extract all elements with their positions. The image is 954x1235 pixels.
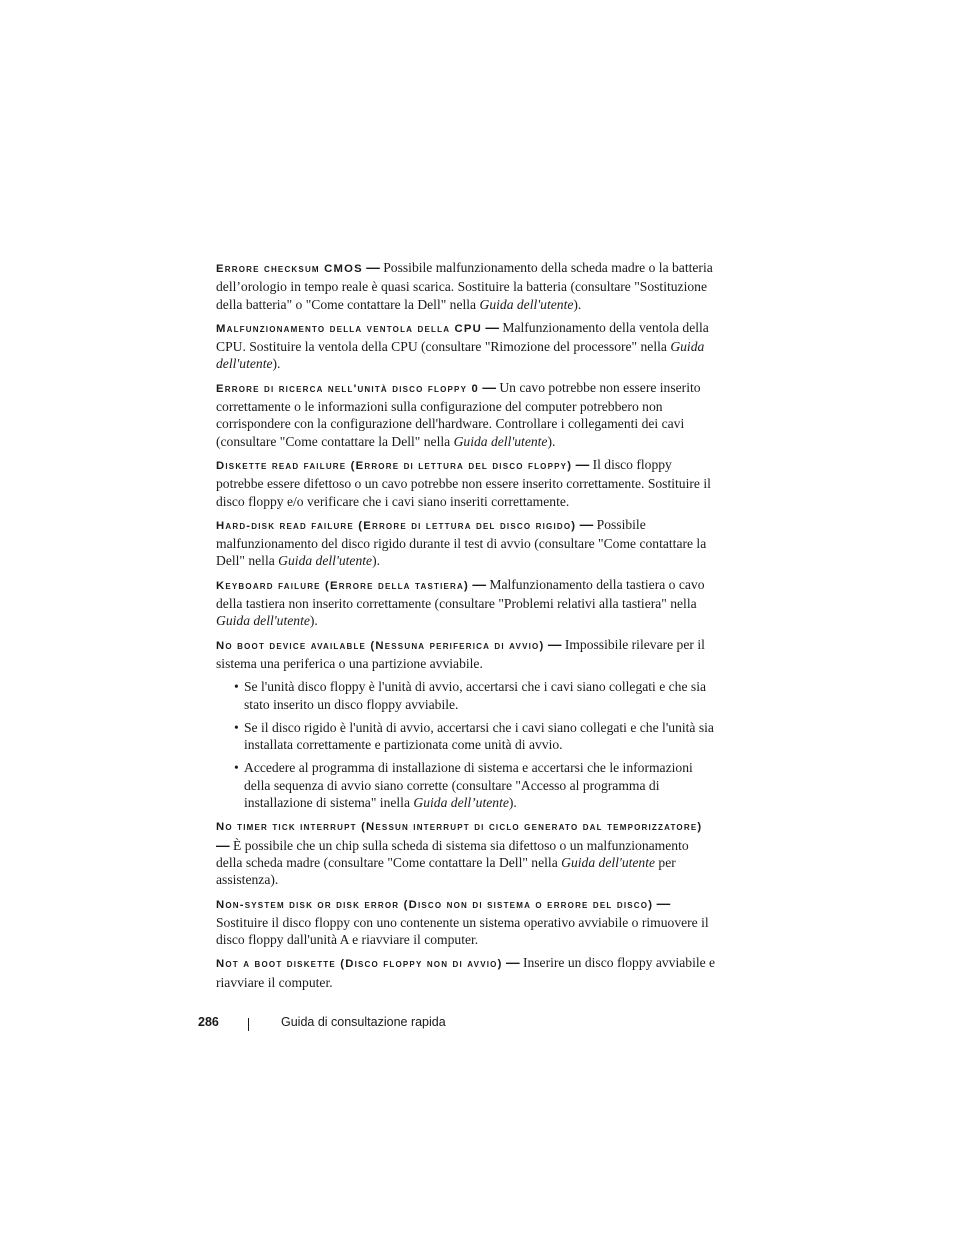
entry-text: Impossibile rilevare per il sistema una periferica o una partizione avviabile. xyxy=(216,636,705,671)
entry-heading: Errore di ricerca nell'unità disco floppy 0 xyxy=(216,382,479,395)
entry-text-end: per assistenza). xyxy=(216,854,676,888)
footer-title: Guida di consultazione rapida xyxy=(281,1015,446,1029)
error-entry-cmos xyxy=(216,259,716,313)
entry-heading: Not a boot diskette (Disco floppy non di avvio) xyxy=(216,958,503,971)
bullet-icon: • xyxy=(234,679,239,695)
em-dash: — xyxy=(579,516,594,532)
entry-italic: Guida dell'utente xyxy=(216,339,705,372)
em-dash: — xyxy=(216,837,230,853)
entry-italic: Guida dell'utente xyxy=(278,553,373,569)
list-item-text: Accedere al programma di installazione di sistema e accertarsi che le informazioni della sequenza di avvio siano corrette (consultare "Accesso al programma di installazione di sistema" inella xyxy=(244,760,693,811)
entry-text-end: ). xyxy=(372,553,380,569)
entry-text: Un cavo potrebbe non essere inserito correttamente o le informazioni sulla configurazione del computer potrebbero non corrispondere con la configurazione dell'hardware. Controllare i collegamenti dei cavi (consultare "Come contattare la Dell" nella xyxy=(216,379,701,449)
entry-text-end: ). xyxy=(272,356,281,372)
entry-italic: Guida dell'utente xyxy=(561,854,656,870)
error-entry-keyboard xyxy=(216,576,716,630)
entry-text: Malfunzionamento della tastiera o cavo della tastiera non inserito correttamente (consultare "Problemi relativi alla tastiera" nella xyxy=(216,576,705,612)
em-dash: — xyxy=(547,636,562,652)
list-item-text-end: ). xyxy=(508,795,517,811)
error-entry-non-system-disk xyxy=(216,895,716,949)
entry-text: Inserire un disco floppy avviabile e riavviare il computer. xyxy=(216,955,716,990)
entry-heading: Errore checksum CMOS xyxy=(216,263,363,275)
entry-text: Malfunzionamento della ventola della CPU. Sostituire la ventola della CPU (consultare "Rimozione del processore" nella xyxy=(216,319,709,355)
list-item xyxy=(216,719,716,754)
bullet-list xyxy=(216,678,716,811)
error-entry-diskette-read xyxy=(216,456,716,510)
error-entry-timer-tick xyxy=(216,817,716,888)
em-dash: — xyxy=(575,456,590,472)
error-entry-no-boot-device xyxy=(216,636,716,673)
list-item xyxy=(216,759,716,811)
em-dash: — xyxy=(366,260,380,275)
entry-text-end: ). xyxy=(547,433,556,449)
entry-italic: Guida dell'utente xyxy=(479,296,574,312)
entry-text: Sostituire il disco floppy con uno contenente un sistema operativo avviabile o rimuovere il disco floppy dall'unità A e riavviare il computer. xyxy=(216,914,709,948)
list-item-text: Se il disco rigido è l'unità di avvio, accertarsi che i cavi siano collegati e che l'unità sia installata correttamente e partizionata come unità di avvio. xyxy=(244,719,714,753)
entry-heading: Non-system disk or disk error (Disco non di sistema o errore del disco) xyxy=(216,898,654,911)
entry-heading: Malfunzionamento della ventola della CPU xyxy=(216,322,482,335)
entry-text: Il disco floppy potrebbe essere difettoso o un cavo potrebbe non essere inserito correttamente. Sostituire il disco floppy e/o verificare che i cavi siano inseriti correttamente. xyxy=(216,456,711,509)
main-content xyxy=(216,259,716,997)
bullet-icon: • xyxy=(234,760,239,776)
em-dash: — xyxy=(485,319,499,335)
error-entry-cpu-fan xyxy=(216,319,716,373)
error-entry-hard-disk-read xyxy=(216,516,716,570)
list-item-italic: Guida dell’utente xyxy=(413,795,509,811)
entry-text-end: ). xyxy=(309,613,318,629)
entry-heading: No boot device available (Nessuna periferica di avvio) xyxy=(216,639,545,652)
entry-italic: Guida dell'utente xyxy=(453,433,548,449)
entry-heading: Keyboard failure (Errore della tastiera) xyxy=(216,579,469,592)
entry-heading: No timer tick interrupt (Nessun interrupt di ciclo generato dal temporizzatore) xyxy=(216,821,703,834)
bullet-icon: • xyxy=(234,719,239,735)
list-item-text: Se l'unità disco floppy è l'unità di avvio, accertarsi che i cavi siano collegati e che sia stato inserito un disco floppy avviabile. xyxy=(244,679,707,712)
entry-text: Possibile malfunzionamento del disco rigido durante il test di avvio (consultare "Come contattare la Dell" nella xyxy=(216,516,707,569)
footer-divider xyxy=(248,1018,249,1031)
list-item xyxy=(216,678,716,713)
em-dash: — xyxy=(656,895,671,911)
error-entry-floppy-seek xyxy=(216,379,716,450)
em-dash: — xyxy=(505,955,520,971)
entry-text: Possibile malfunzionamento della scheda madre o la batteria dell’orologio in tempo reale è quasi scarica. Sostituire la batteria (consultare "Sostituzione della batteria" o "Come contattare la Dell" nella xyxy=(216,260,713,312)
page-number: 286 xyxy=(198,1015,219,1029)
error-entry-not-boot-diskette xyxy=(216,954,716,991)
em-dash: — xyxy=(472,576,486,592)
entry-heading: Hard-disk read failure (Errore di lettura del disco rigido) xyxy=(216,519,577,532)
entry-heading: Diskette read failure (Errore di lettura del disco floppy) xyxy=(216,459,573,472)
entry-text-end: ). xyxy=(573,296,582,312)
entry-italic: Guida dell'utente xyxy=(216,613,310,629)
em-dash: — xyxy=(482,379,496,395)
entry-text: È possibile che un chip sulla scheda di sistema sia difettoso o un malfunzionamento della scheda madre (consultare "Come contattare la Dell" nella xyxy=(216,837,689,870)
